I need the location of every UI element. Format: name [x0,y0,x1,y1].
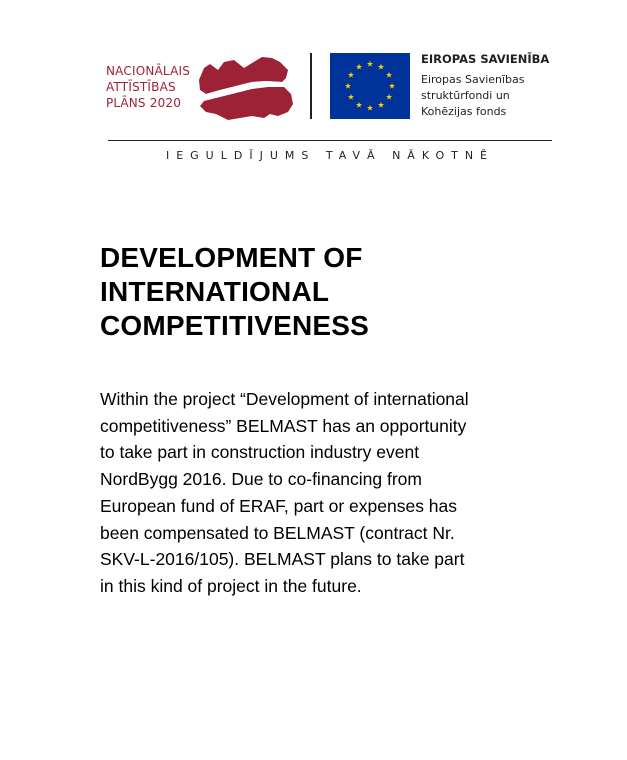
eu-funds-line: Eiropas Savienības [421,73,525,86]
article-body-line: NordBygg 2016. Due to co-financing from [100,469,422,490]
article-body-line: European fund of ERAF, part or expenses has [100,495,458,516]
eu-logo-title: EIROPAS SAVIENĪBA [421,52,550,66]
article-body [100,386,540,600]
article-body-line: competitiveness” BELMAST has an opportunity [100,415,467,436]
eu-funds-line: struktūrfondi un [421,89,510,102]
nap-logo-line: NACIONĀLAIS [106,64,191,78]
funding-banner [0,0,627,175]
page-title-line: DEVELOPMENT OF [100,242,363,273]
logo-divider [310,53,312,119]
latvia-map-icon [196,54,296,122]
page-title-line: COMPETITIVENESS [100,310,370,341]
article-body-line: to take part in construction industry event [100,442,420,463]
eu-funds-text [421,72,525,120]
eu-flag-icon [330,53,410,119]
nap-2020-logo-text [106,63,198,111]
article-body-line: SKV-L-2016/105). BELMAST plans to take part [100,549,465,570]
article-body-line: been compensated to BELMAST (contract Nr. [100,522,455,543]
page-title-line: INTERNATIONAL [100,276,330,307]
nap-logo-line: PLĀNS 2020 [106,96,182,110]
article-body-line: in this kind of project in the future. [100,575,362,596]
eu-funds-line: Kohēzijas fonds [421,105,507,118]
page-title [100,241,520,343]
banner-rule [108,140,552,141]
article-body-line: Within the project “Development of international [100,389,469,409]
nap-logo-line: ATTĪSTĪBAS [106,80,176,94]
banner-slogan: IEGULDĪJUMS TAVĀ NĀKOTNĒ [165,149,495,162]
